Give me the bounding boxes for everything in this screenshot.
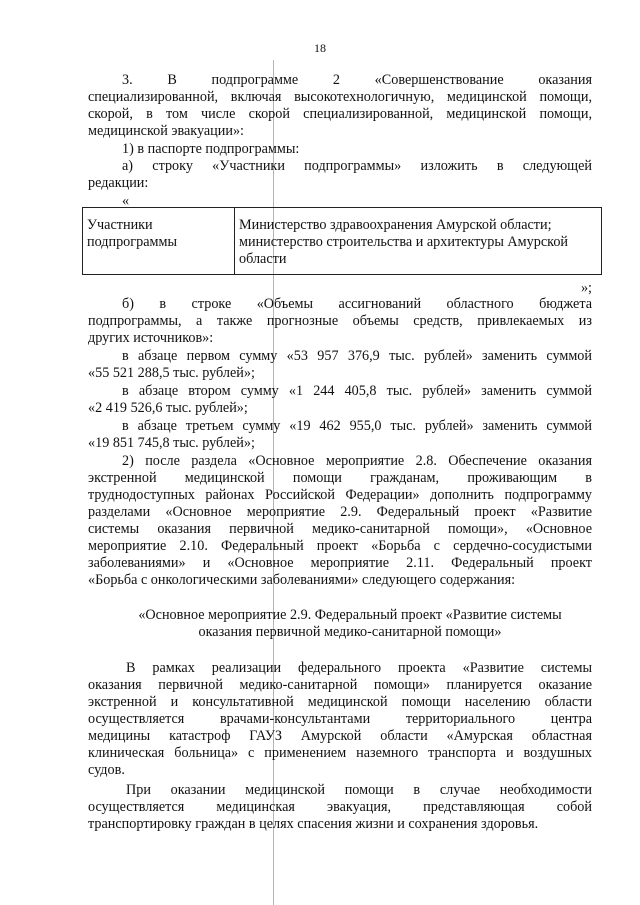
item3-line1: 3. В подпрограмме 2 «Совершенствование оказания: [122, 72, 592, 88]
item3-line3: скорой, в том числе скорой специализированной, медицинской помощи,: [88, 106, 592, 122]
para2-line1: в абзаце втором сумму «1 244 405,8 тыс. рублей» заменить суммой: [122, 383, 592, 399]
body1-line2: оказания первичной медико-санитарной помощи» планируется оказание: [88, 677, 592, 693]
body1-line5: медицины катастроф ГАУЗ Амурской области «Амурская областная: [88, 728, 592, 744]
sub-a-line2: редакции:: [88, 175, 149, 191]
body2-line3: транспортировку граждан в целях спасения жизни и сохранения здоровья.: [88, 816, 539, 832]
body1-line6: клиническая больница» с применением наземного транспорта и воздушных: [88, 745, 592, 761]
sub-b-line3: других источников»:: [88, 330, 214, 346]
sub-b-line2: подпрограммы, а также прогнозные объемы средств, привлекаемых из: [88, 313, 592, 329]
table-cell-participants-value: Министерство здравоохранения Амурской области; министерство строительства и архитектуры Амурской области: [235, 208, 602, 275]
sub2-line8: «Борьба с онкологическими заболеваниями» следующего содержания:: [88, 572, 516, 588]
para1-line2: «55 521 288,5 тыс. рублей»;: [88, 365, 255, 381]
section-heading-line1: «Основное мероприятие 2.9. Федеральный проект «Развитие системы: [138, 607, 562, 623]
para2-line2: «2 419 526,6 тыс. рублей»;: [88, 400, 248, 416]
sub2-line5: системы оказания первичной медико-санитарной помощи», «Основное: [88, 521, 592, 537]
participants-table: [82, 207, 602, 275]
item3-line2: специализированной, включая высокотехнологичную, медицинской помощи,: [88, 89, 592, 105]
table-cell-participants-label: Участники подпрограммы: [83, 208, 235, 275]
table-row: [83, 208, 602, 275]
sub1-text: 1) в паспорте подпрограммы:: [122, 141, 300, 157]
body1-line3: экстренной и консультативной медицинской помощи населению области: [88, 694, 592, 710]
section-heading-line2: оказания первичной медико-санитарной помощи»: [198, 624, 502, 640]
sub2-line7: заболеваниями» и «Основное мероприятие 2.11. Федеральный проект: [88, 555, 592, 571]
body2-line1: При оказании медицинской помощи в случае необходимости: [126, 782, 592, 798]
para1-line1: в абзаце первом сумму «53 957 376,9 тыс. рублей» заменить суммой: [122, 348, 592, 364]
sub2-line6: мероприятие 2.10. Федеральный проект «Борьба с сердечно-сосудистыми: [88, 538, 592, 554]
item3-line4: медицинской эвакуации»:: [88, 123, 244, 139]
sub-b-line1: б) в строке «Объемы ассигнований областного бюджета: [122, 296, 592, 312]
body1-line1: В рамках реализации федерального проекта «Развитие системы: [126, 660, 592, 676]
body2-line2: осуществляется медицинская эвакуация, представляющая собой: [88, 799, 592, 815]
para3-line2: «19 851 745,8 тыс. рублей»;: [88, 435, 255, 451]
sub2-line1: 2) после раздела «Основное мероприятие 2.8. Обеспечение оказания: [122, 453, 592, 469]
body1-line4: осуществляется врачами-консультантами территориального центра: [88, 711, 592, 727]
sub-a-line1: а) строку «Участники подпрограммы» изложить в следующей: [122, 158, 592, 174]
sub2-line3: труднодоступных районах Российской Федерации» дополнить подпрограмму: [88, 487, 592, 503]
close-quote: »;: [580, 280, 592, 296]
sub2-line4: разделами «Основное мероприятие 2.9. Федеральный проект «Развитие: [88, 504, 592, 520]
sub2-line2: экстренной медицинской помощи гражданам, проживающим в: [88, 470, 592, 486]
para3-line1: в абзаце третьем сумму «19 462 955,0 тыс. рублей» заменить суммой: [122, 418, 592, 434]
open-quote: «: [122, 193, 130, 209]
body1-line7: судов.: [88, 762, 125, 778]
page-number: 18: [314, 41, 326, 55]
